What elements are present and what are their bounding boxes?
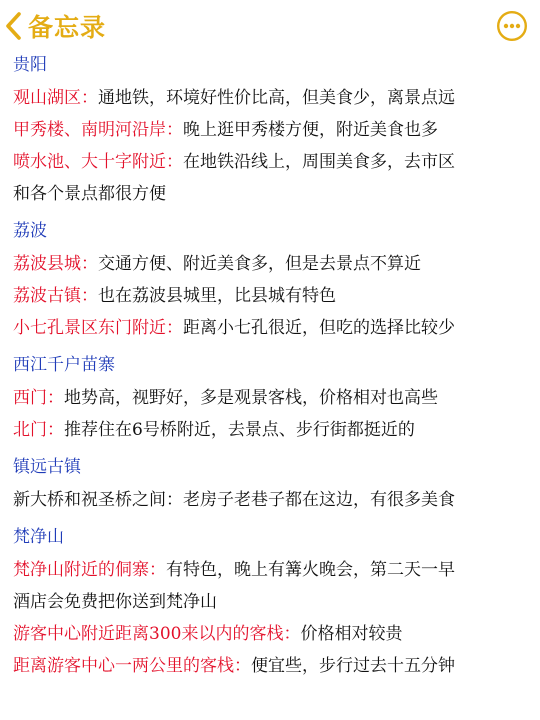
note-line [13,650,529,682]
body-text: 有特色，晚上有篝火晚会，第二天一早 [166,560,455,580]
highlight-text: 甲秀楼、南明河沿岸： [13,120,183,140]
highlight-text: 小七孔景区东门附近： [13,318,183,338]
note-line [13,114,529,146]
body-text: 便宜些，步行过去十五分钟 [251,656,455,676]
body-text: 地势高，视野好，多是观景客栈，价格相对也高些 [64,388,438,408]
navigation-bar [0,0,540,52]
highlight-text: 荔波县城： [13,254,98,274]
section-title-zhenyuan: 镇远古镇 [13,457,81,477]
body-text: 在地铁沿线上，周围美食多，去市区 [183,152,455,172]
note-line [13,178,529,210]
body-text: 也在荔波县城里，比县城有特色 [98,286,336,306]
chevron-left-icon [4,11,24,41]
note-line [13,484,529,516]
highlight-text: 观山湖区： [13,88,98,108]
highlight-text: 荔波古镇： [13,286,98,306]
highlight-text: 游客中心附近距离300来以内的客栈： [13,624,301,644]
note-line [13,312,529,344]
note-line [13,554,529,586]
highlight-text: 北门： [13,420,64,440]
body-text: 距离小七孔很近，但吃的选择比较少 [183,318,455,338]
section-title-guiyang: 贵阳 [13,55,47,75]
section-title-fanjingshan: 梵净山 [13,527,64,547]
note-line [13,248,529,280]
note-body[interactable] [13,52,529,682]
highlight-text: 西门： [13,388,64,408]
body-text: 通地铁，环境好性价比高，但美食少，离景点远 [98,88,455,108]
note-line [13,414,529,446]
highlight-text: 喷水池、大十字附近： [13,152,183,172]
note-line [13,146,529,178]
note-line [13,618,529,650]
body-text: 推荐住在6号桥附近，去景点、步行街都挺近的 [64,420,415,440]
highlight-text: 距离游客中心一两公里的客栈： [13,656,251,676]
more-dots-icon [496,10,528,42]
body-text: 新大桥和祝圣桥之间：老房子老巷子都在这边，有很多美食 [13,490,455,510]
back-label: 备忘录 [28,13,107,42]
note-line [13,82,529,114]
note-line [13,382,529,414]
body-text: 价格相对较贵 [300,624,403,644]
body-text: 晚上逛甲秀楼方便，附近美食也多 [183,120,438,140]
note-line [13,586,529,618]
section-title-xijiang: 西江千户苗寨 [13,355,115,375]
body-text: 交通方便、附近美食多，但是去景点不算近 [98,254,421,274]
back-button[interactable] [4,8,106,44]
note-line [13,280,529,312]
more-button[interactable] [496,10,528,42]
body-text: 酒店会免费把你送到梵净山 [13,592,217,612]
body-text: 和各个景点都很方便 [13,184,166,204]
section-title-libo: 荔波 [13,221,47,241]
highlight-text: 梵净山附近的侗寨： [13,560,166,580]
